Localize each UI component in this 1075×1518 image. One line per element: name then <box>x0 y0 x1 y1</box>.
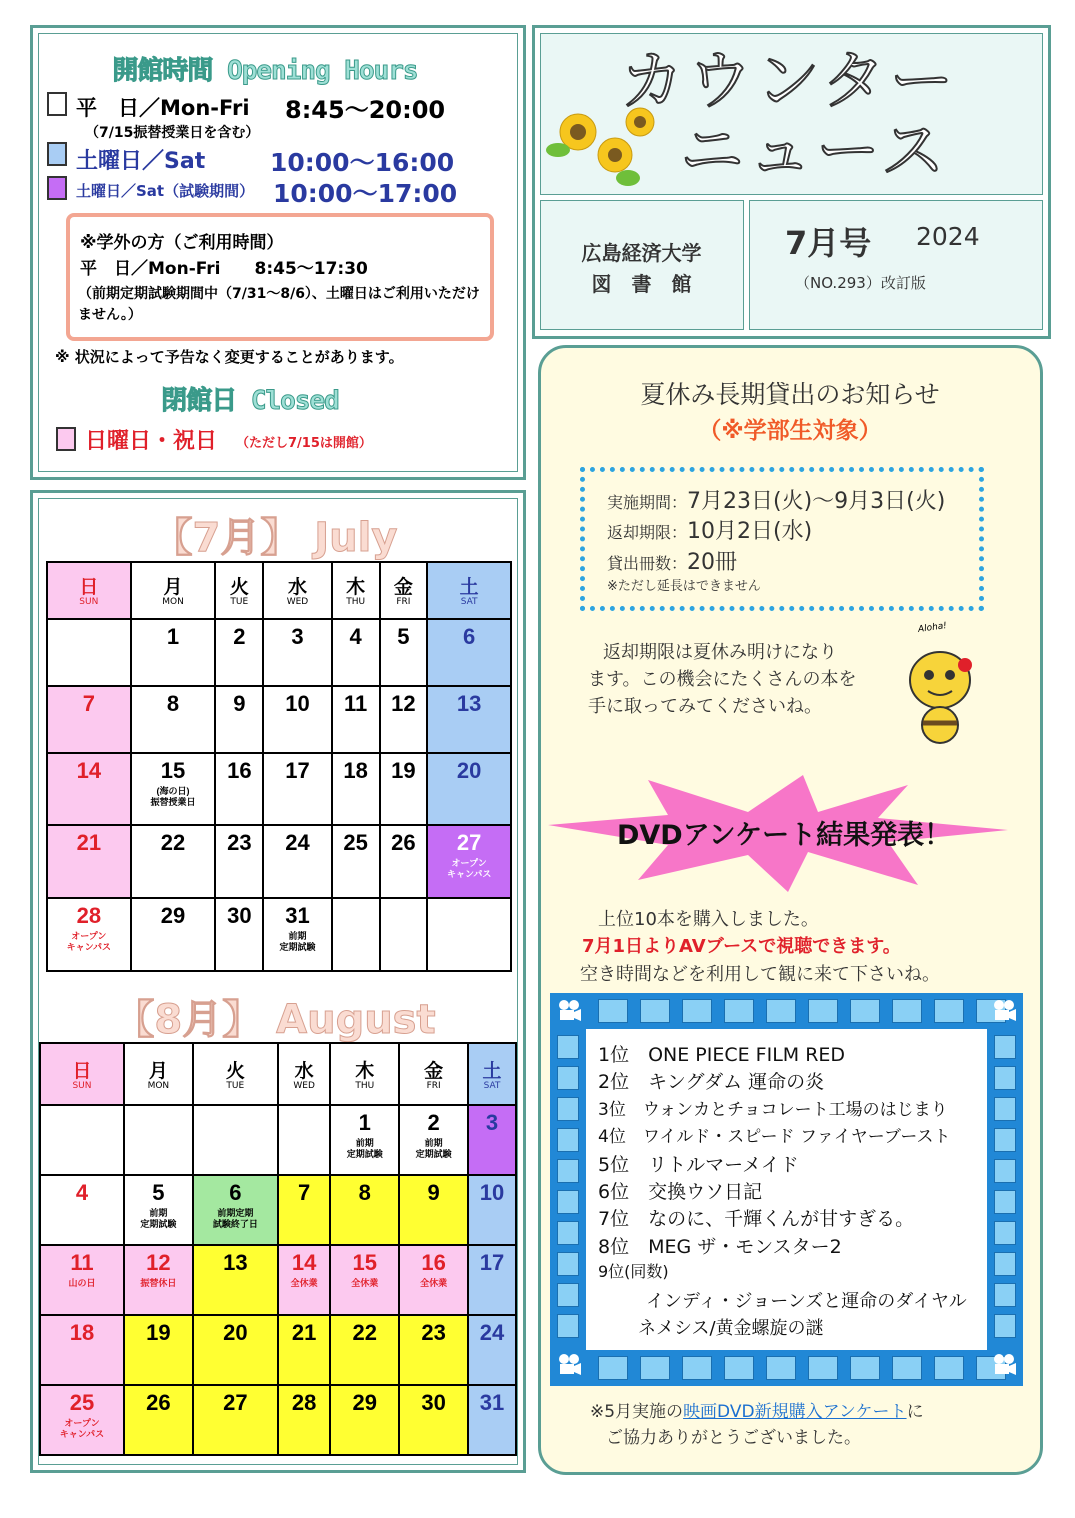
day-number: 10 <box>285 691 310 716</box>
day-number: 13 <box>223 1250 248 1275</box>
day-number: 29 <box>160 903 186 928</box>
calendar-day <box>124 1105 193 1175</box>
weekday-en: THU <box>346 597 366 607</box>
calendar-day <box>332 898 380 971</box>
day-number: 18 <box>69 1320 95 1345</box>
film-hole <box>808 999 838 1023</box>
calendar-day <box>263 898 332 971</box>
calendar-day <box>40 1175 124 1245</box>
day-number: 8 <box>358 1180 371 1205</box>
calendar-day <box>131 753 216 825</box>
ranking-item: 5位 リトルマーメイド <box>598 1153 799 1176</box>
weekday-header <box>399 1043 468 1105</box>
day-number: 16 <box>421 1250 446 1275</box>
ranking-item: ネメシス/黄金螺旋の謎 <box>638 1317 824 1339</box>
calendar-day <box>380 753 428 825</box>
calendar-day <box>40 1315 124 1385</box>
day-number: 1 <box>358 1110 371 1135</box>
july-title: 【7月】 July <box>152 515 398 561</box>
calendar-day <box>193 1175 278 1245</box>
day-number: 24 <box>285 830 310 855</box>
saturday-label: 土曜日／Sat <box>76 149 206 174</box>
calendar-day <box>40 1385 124 1455</box>
ranking-item: 2位 キングダム 運命の炎 <box>598 1071 825 1094</box>
closed-note: （ただし7/15は開館） <box>236 436 372 451</box>
calendar-day <box>427 619 511 686</box>
calendar-day <box>215 898 263 971</box>
day-number: 31 <box>479 1390 505 1415</box>
day-number: 14 <box>76 758 102 783</box>
outside-users-hours: 平 日／Mon-Fri 8:45～17:30 <box>80 259 368 279</box>
day-number: 20 <box>456 758 482 783</box>
issue-month: 7月号 <box>785 224 872 262</box>
film-hole <box>994 1314 1016 1338</box>
film-hole <box>994 1221 1016 1245</box>
day-number: 8 <box>166 691 180 716</box>
loan-body-2: ます。この機会にたくさんの本を <box>588 669 857 690</box>
day-number: 6 <box>463 624 476 649</box>
org-line1: 広島経済大学 <box>581 241 702 265</box>
weekday-header <box>131 562 216 619</box>
day-number: 22 <box>352 1320 378 1345</box>
aloha-text: Aloha! <box>917 621 948 635</box>
weekday-jp: 木 <box>346 576 366 599</box>
calendar-day <box>263 686 332 753</box>
calendar-day <box>124 1385 193 1455</box>
calendar-day <box>215 825 263 898</box>
film-hole <box>994 1252 1016 1276</box>
film-hole <box>682 1356 712 1380</box>
calendar-day <box>332 686 380 753</box>
film-hole <box>724 1356 754 1380</box>
calendar-day <box>380 825 428 898</box>
weekday-header <box>193 1043 278 1105</box>
weekday-en: TUE <box>226 1080 245 1091</box>
day-number: 28 <box>291 1390 317 1415</box>
calendar-day <box>468 1245 516 1315</box>
dvd-line2: 7月1日よりAVブースで視聴できます。 <box>582 936 901 957</box>
film-hole <box>850 999 880 1023</box>
calendar-day <box>278 1315 331 1385</box>
day-number: 20 <box>223 1320 248 1345</box>
calendar-day <box>468 1105 516 1175</box>
thanks-line2: ご協力ありがとうございました。 <box>606 1428 861 1448</box>
film-hole <box>557 1128 579 1152</box>
film-hole <box>994 1097 1016 1121</box>
loan-body-1: 返却期限は夏休み明けになり <box>603 642 837 663</box>
weekday-header <box>47 562 131 619</box>
day-note: 前期 定期試験 <box>415 1138 452 1159</box>
count-label: 貸出冊数： <box>607 554 688 573</box>
weekday-en: WED <box>286 597 309 607</box>
weekday-jp: 木 <box>355 1059 375 1082</box>
calendar-day <box>131 825 216 898</box>
day-number: 17 <box>479 1250 505 1275</box>
day-number: 2 <box>233 624 246 649</box>
ranking-item: 4位 ワイルド・スピード ファイヤーブースト <box>598 1127 951 1148</box>
calendar-day <box>131 619 216 686</box>
weekday-en: SAT <box>483 1080 501 1091</box>
weekday-jp: 火 <box>229 576 249 599</box>
weekday-header <box>263 562 332 619</box>
day-note: 全休業 <box>290 1278 318 1288</box>
day-number: 14 <box>291 1250 317 1275</box>
day-number: 30 <box>227 903 252 928</box>
day-note: オープン キャンパス <box>66 931 111 952</box>
calendar-day <box>215 619 263 686</box>
outside-users-note: （前期定期試験期間中（7/31～8/6）、土曜日はご利用いただけません。） <box>78 286 480 323</box>
calendar-day <box>399 1385 468 1455</box>
extension-note: ※ただし延長はできません <box>607 579 761 594</box>
day-number: 21 <box>291 1320 317 1345</box>
calendar-day <box>399 1175 468 1245</box>
day-number: 24 <box>479 1320 505 1345</box>
day-number: 27 <box>223 1390 248 1415</box>
weekday-header <box>427 562 511 619</box>
film-hole <box>598 999 628 1023</box>
closed-swatch <box>56 427 76 451</box>
day-number: 23 <box>227 830 252 855</box>
title-line2: ニュース <box>680 115 949 189</box>
calendar-day <box>124 1175 193 1245</box>
ranking-item: 9位(同数) <box>598 1262 669 1282</box>
august-calendar <box>39 1042 517 1456</box>
thanks-prefix: ※5月実施の <box>590 1402 684 1422</box>
day-number: 4 <box>75 1180 89 1205</box>
saturday-exam-label: 土曜日／Sat（試験期間） <box>76 182 255 200</box>
calendar-day <box>380 898 428 971</box>
weekday-note: （7/15振替授業日を含む） <box>85 125 260 141</box>
calendar-day <box>215 686 263 753</box>
calendar-day <box>193 1105 278 1175</box>
weekday-jp: 日 <box>72 1059 92 1082</box>
day-number: 26 <box>146 1390 171 1415</box>
calendar-day <box>427 825 511 898</box>
july-calendar <box>46 561 512 972</box>
calendar-day <box>399 1245 468 1315</box>
calendar-day <box>131 686 216 753</box>
calendar-day <box>380 686 428 753</box>
weekday-jp: 土 <box>459 576 479 599</box>
dvd-line3: 空き時間などを利用して観に来て下さいね。 <box>580 964 940 985</box>
calendar-day <box>47 619 131 686</box>
loan-details-box <box>580 467 984 611</box>
day-number: 3 <box>485 1110 499 1135</box>
day-number: 17 <box>285 758 310 783</box>
weekday-en: MON <box>162 597 184 607</box>
weekday-jp: 日 <box>79 576 99 599</box>
day-number: 28 <box>76 903 102 928</box>
ranking-item: 7位 なのに、千輝くんが甘すぎる。 <box>598 1208 915 1231</box>
calendar-day <box>263 753 332 825</box>
saturday-time: 10:00～16:00 <box>270 148 455 177</box>
film-hole <box>640 999 670 1023</box>
day-number: 7 <box>298 1180 311 1205</box>
day-note: 全休業 <box>420 1278 448 1288</box>
day-note: 前期定期 試験終了日 <box>212 1208 258 1229</box>
day-number: 10 <box>479 1180 505 1205</box>
issue-year: 2024 <box>916 222 980 251</box>
day-number: 25 <box>343 830 368 855</box>
day-number: 25 <box>69 1390 95 1415</box>
dvd-title: DVDアンケート結果発表！ <box>617 820 952 851</box>
thanks-suffix: に <box>906 1402 924 1422</box>
weekday-time: 8:45～20:00 <box>285 96 446 124</box>
film-hole <box>808 1356 838 1380</box>
film-hole <box>892 999 922 1023</box>
day-number: 29 <box>352 1390 378 1415</box>
change-note: ※ 状況によって予告なく変更することがあります。 <box>55 348 404 366</box>
weekday-header <box>380 562 428 619</box>
calendar-day <box>131 898 216 971</box>
calendar-day <box>332 825 380 898</box>
film-hole <box>682 999 712 1023</box>
day-number: 21 <box>76 830 102 855</box>
calendar-day <box>330 1245 399 1315</box>
weekday-en: TUE <box>230 597 249 607</box>
film-hole <box>934 1356 964 1380</box>
day-number: 5 <box>152 1180 165 1205</box>
weekday-header <box>215 562 263 619</box>
ranking-item: 1位 ONE PIECE FILM RED <box>598 1044 846 1066</box>
calendar-day <box>330 1315 399 1385</box>
day-number: 27 <box>456 830 482 855</box>
calendar-day <box>278 1175 331 1245</box>
weekday-en: FRI <box>396 597 411 607</box>
film-hole <box>934 999 964 1023</box>
weekday-jp: 土 <box>482 1059 502 1082</box>
weekday-jp: 水 <box>294 1059 314 1082</box>
calendar-day <box>330 1385 399 1455</box>
closed-label: 日曜日・祝日 <box>85 429 218 454</box>
day-number: 2 <box>427 1110 440 1135</box>
film-hole <box>892 1356 922 1380</box>
day-number: 4 <box>349 624 362 649</box>
film-hole <box>557 1097 579 1121</box>
thanks-line1 <box>590 1397 924 1422</box>
calendar-day <box>468 1385 516 1455</box>
day-note: 山の日 <box>68 1278 96 1288</box>
day-number: 15 <box>160 758 186 783</box>
film-hole <box>994 1283 1016 1307</box>
issue-number: （NO.293）改訂版 <box>795 274 926 292</box>
day-number: 9 <box>233 691 246 716</box>
calendar-day <box>330 1105 399 1175</box>
day-number: 30 <box>421 1390 446 1415</box>
calendar-day <box>193 1385 278 1455</box>
film-hole <box>766 999 796 1023</box>
dvd-ranking-list <box>598 1040 988 1341</box>
day-note: (海の日) 振替授業日 <box>150 786 196 807</box>
return-label: 返却期限： <box>607 523 688 542</box>
film-hole <box>994 1190 1016 1214</box>
day-number: 15 <box>352 1250 378 1275</box>
movie-camera-icon <box>991 998 1017 1024</box>
august-title: 【8月】 August <box>114 997 436 1043</box>
weekday-en: WED <box>293 1080 315 1091</box>
film-hole <box>557 1159 579 1183</box>
weekday-jp: 水 <box>287 576 307 599</box>
film-hole <box>994 1128 1016 1152</box>
film-hole <box>640 1356 670 1380</box>
day-number: 22 <box>160 830 186 855</box>
calendar-day <box>263 619 332 686</box>
day-note: オープン キャンパス <box>446 858 492 879</box>
calendar-day <box>330 1175 399 1245</box>
calendar-day <box>399 1315 468 1385</box>
title-line1: カウンター <box>620 45 958 119</box>
weekday-header <box>124 1043 193 1105</box>
calendar-day <box>468 1175 516 1245</box>
day-number: 13 <box>456 691 482 716</box>
calendar-day <box>278 1385 331 1455</box>
film-hole <box>557 1283 579 1307</box>
calendar-day <box>215 753 263 825</box>
film-hole <box>557 1035 579 1059</box>
film-hole <box>557 1190 579 1214</box>
film-hole <box>766 1356 796 1380</box>
movie-camera-icon <box>556 1352 582 1378</box>
saturday-exam-time: 10:00～17:00 <box>273 179 458 208</box>
day-number: 11 <box>70 1250 94 1275</box>
calendar-day <box>193 1315 278 1385</box>
movie-camera-icon <box>556 998 582 1024</box>
weekday-jp: 金 <box>424 1059 444 1082</box>
day-note: オープン キャンパス <box>59 1418 105 1439</box>
film-hole <box>994 1035 1016 1059</box>
film-hole <box>557 1314 579 1338</box>
film-hole <box>557 1252 579 1276</box>
movie-camera-icon <box>991 1352 1017 1378</box>
calendar-day <box>40 1105 124 1175</box>
day-number: 6 <box>229 1180 242 1205</box>
day-number: 31 <box>285 903 310 928</box>
day-note: 振替休日 <box>140 1278 177 1288</box>
calendar-day <box>332 753 380 825</box>
ranking-item: 6位 交換ウソ日記 <box>598 1180 763 1203</box>
weekday-en: SUN <box>72 1080 92 1091</box>
day-number: 19 <box>391 758 416 783</box>
calendar-day <box>193 1245 278 1315</box>
weekday-en: SUN <box>79 597 99 607</box>
calendar-day <box>427 898 511 971</box>
weekday-header <box>332 562 380 619</box>
saturday-exam-swatch <box>47 176 67 200</box>
day-number: 5 <box>397 624 410 649</box>
day-number: 18 <box>343 758 368 783</box>
survey-link[interactable]: 映画DVD新規購入アンケート <box>683 1402 907 1422</box>
saturday-swatch <box>47 142 67 166</box>
closed-title: 閉館日 Closed <box>161 386 339 416</box>
calendar-day <box>263 825 332 898</box>
day-note: 前期 定期試験 <box>140 1208 177 1229</box>
calendar-day <box>399 1105 468 1175</box>
film-hole <box>598 1356 628 1380</box>
calendar-day <box>124 1315 193 1385</box>
day-number: 26 <box>391 830 416 855</box>
film-hole <box>994 1066 1016 1090</box>
day-note: 全休業 <box>351 1278 379 1288</box>
return-value: 10月2日(水) <box>687 519 813 544</box>
day-number: 16 <box>227 758 252 783</box>
weekday-en: MON <box>147 1080 170 1091</box>
film-hole <box>557 1221 579 1245</box>
weekday-jp: 火 <box>225 1059 245 1082</box>
count-value: 20冊 <box>687 550 738 575</box>
weekday-en: SAT <box>460 597 478 607</box>
weekday-en: FRI <box>426 1080 441 1091</box>
calendar-day <box>47 686 131 753</box>
film-hole <box>850 1356 880 1380</box>
calendar-day <box>47 898 131 971</box>
day-number: 7 <box>82 691 95 716</box>
calendar-day <box>40 1245 124 1315</box>
bee-mascot-icon <box>895 635 985 755</box>
weekday-swatch <box>47 92 67 116</box>
calendar-day <box>427 753 511 825</box>
day-number: 11 <box>344 691 368 716</box>
org-line2: 図 書 館 <box>591 272 692 296</box>
day-number: 9 <box>427 1180 440 1205</box>
calendar-day <box>47 825 131 898</box>
weekday-jp: 月 <box>163 576 183 599</box>
outside-users-title: ※学外の方（ご利用時間） <box>80 233 284 253</box>
loan-body-3: 手に取ってみてくださいね。 <box>588 696 822 717</box>
film-hole <box>724 999 754 1023</box>
weekday-en: THU <box>355 1080 375 1091</box>
calendar-day <box>468 1315 516 1385</box>
dvd-line1: 上位10本を購入しました。 <box>598 909 819 930</box>
calendar-day <box>278 1245 331 1315</box>
loan-title: 夏休み長期貸出のお知らせ <box>640 380 940 409</box>
day-number: 23 <box>421 1320 446 1345</box>
calendar-day <box>380 619 428 686</box>
film-hole <box>557 1066 579 1090</box>
ranking-item: 3位 ウォンカとチョコレート工場のはじまり <box>598 1099 948 1120</box>
weekday-jp: 月 <box>148 1059 168 1082</box>
calendar-day <box>332 619 380 686</box>
ranking-item: 8位 MEG ザ・モンスター2 <box>598 1235 842 1258</box>
day-number: 12 <box>391 691 416 716</box>
day-note: 前期 定期試験 <box>279 931 316 952</box>
weekday-label: 平 日／Mon-Fri <box>76 96 250 120</box>
day-note: 前期 定期試験 <box>346 1138 383 1159</box>
weekday-header <box>468 1043 516 1105</box>
calendar-day <box>278 1105 331 1175</box>
calendar-day <box>124 1245 193 1315</box>
day-number: 19 <box>146 1320 171 1345</box>
day-number: 1 <box>166 624 180 649</box>
weekday-header <box>40 1043 124 1105</box>
calendar-day <box>427 686 511 753</box>
loan-subtitle: （※学部生対象） <box>698 418 882 444</box>
period-value: 7月23日(火)～9月3日(火) <box>687 489 946 514</box>
day-number: 12 <box>146 1250 171 1275</box>
film-hole <box>994 1159 1016 1183</box>
weekday-header <box>330 1043 399 1105</box>
calendar-day <box>47 753 131 825</box>
weekday-jp: 金 <box>393 576 413 599</box>
period-label: 実施期間： <box>607 493 688 512</box>
opening-hours-title: 開館時間 Opening Hours <box>112 56 418 86</box>
day-number: 3 <box>291 624 304 649</box>
weekday-header <box>278 1043 331 1105</box>
ranking-item: インディ・ジョーンズと運命のダイヤル <box>646 1290 967 1312</box>
